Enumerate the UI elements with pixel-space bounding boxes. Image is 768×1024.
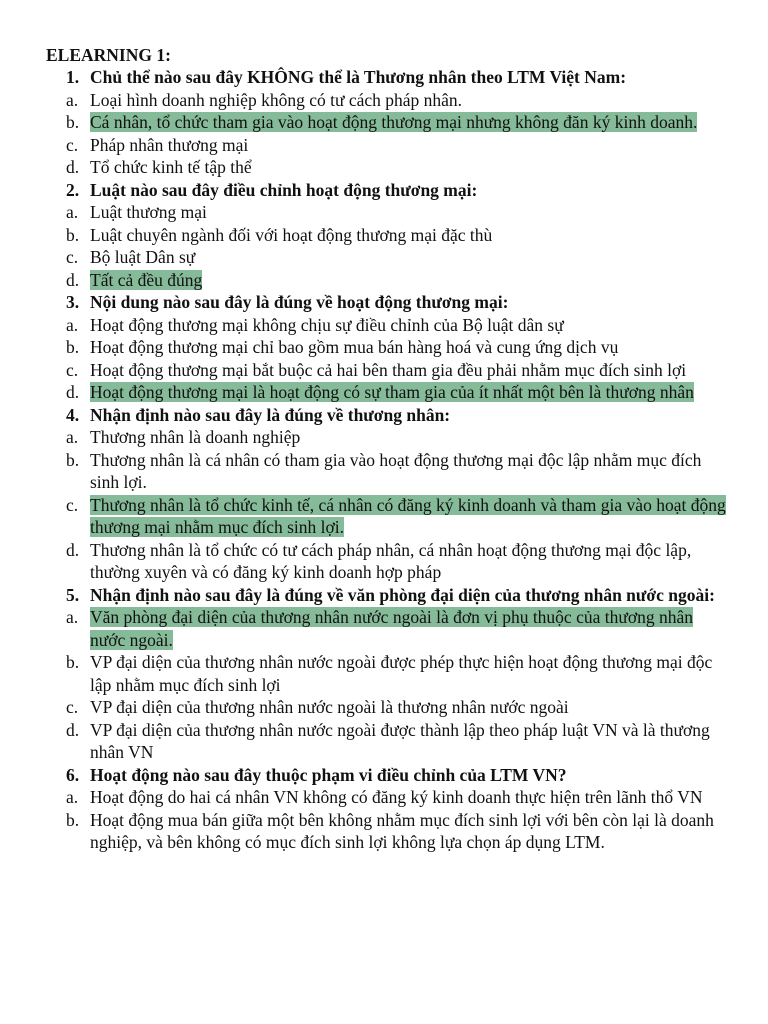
question-number: 2.	[66, 179, 80, 200]
question-text: Nhận định nào sau đây là đúng về văn phòng đại diện của thương nhân nước ngoài:	[90, 584, 715, 605]
option-letter: a.	[66, 202, 79, 222]
answer-option-highlighted	[46, 381, 728, 404]
answer-option	[46, 314, 728, 337]
answer-option-highlighted	[46, 606, 728, 651]
question-text: Nội dung nào sau đây là đúng về hoạt động thương mại:	[90, 292, 509, 312]
question-1	[46, 66, 728, 179]
answer-option	[46, 89, 728, 112]
answer-option	[46, 786, 728, 809]
option-text: Hoạt động thương mại bắt buộc cả hai bên tham gia đều phải nhằm mục đích sinh lợi	[90, 359, 687, 380]
question-4	[46, 404, 728, 584]
option-letter: b.	[66, 112, 80, 132]
answer-option	[46, 246, 728, 269]
option-letter: a.	[66, 787, 79, 807]
highlighted-answer-text: Cá nhân, tổ chức tham gia vào hoạt động thương mại nhưng không đăn ký kinh doanh.	[90, 112, 698, 132]
question-heading	[46, 404, 728, 427]
option-letter: d.	[66, 269, 80, 290]
question-text: Chủ thể nào sau đây KHÔNG thể là Thương nhân theo LTM Việt Nam:	[90, 67, 627, 87]
option-letter: b.	[66, 809, 80, 830]
question-heading	[46, 291, 728, 314]
option-text: Tổ chức kinh tế tập thể	[90, 157, 252, 177]
option-text: Hoạt động thương mại không chịu sự điều chỉnh của Bộ luật dân sự	[90, 314, 564, 335]
option-letter: a.	[66, 89, 79, 110]
question-2	[46, 179, 728, 292]
question-heading	[46, 764, 728, 787]
question-number: 6.	[66, 764, 80, 785]
question-number: 3.	[66, 292, 80, 312]
option-text: Hoạt động thương mại chỉ bao gồm mua bán hàng hoá và cung ứng dịch vụ	[90, 337, 619, 357]
question-6	[46, 764, 728, 854]
question-text: Hoạt động nào sau đây thuộc phạm vi điều chỉnh của LTM VN?	[90, 764, 567, 785]
answer-option	[46, 651, 728, 696]
option-text: VP đại diện của thương nhân nước ngoài được thành lập theo pháp luật VN và là thương nhân VN	[90, 719, 710, 762]
option-letter: d.	[66, 719, 80, 740]
option-text: VP đại diện của thương nhân nước ngoài là thương nhân nước ngoài	[90, 697, 569, 717]
answer-option	[46, 719, 728, 764]
answer-option	[46, 359, 728, 382]
answer-option-highlighted	[46, 269, 728, 292]
answer-option	[46, 809, 728, 854]
option-text: Luật chuyên ngành đối với hoạt động thương mại đặc thù	[90, 224, 493, 245]
option-text: Bộ luật Dân sự	[90, 247, 196, 267]
document-title: ELEARNING 1:	[46, 45, 171, 65]
option-letter: b.	[66, 337, 80, 357]
option-text: Pháp nhân thương mại	[90, 134, 249, 155]
option-letter: c.	[66, 494, 79, 515]
answer-option	[46, 134, 728, 157]
option-letter: d.	[66, 382, 80, 402]
option-letter: a.	[66, 427, 79, 447]
question-heading	[46, 179, 728, 202]
highlighted-answer-text: Tất cả đều đúng	[90, 269, 203, 290]
answer-option	[46, 449, 728, 494]
question-heading	[46, 584, 728, 607]
answer-option	[46, 336, 728, 359]
option-letter: a.	[66, 314, 79, 335]
option-letter: d.	[66, 539, 80, 560]
answer-option	[46, 539, 728, 584]
question-text: Nhận định nào sau đây là đúng về thương nhân:	[90, 404, 451, 425]
option-letter: c.	[66, 247, 79, 267]
question-heading	[46, 66, 728, 89]
option-text: Thương nhân là doanh nghiệp	[90, 427, 301, 447]
question-number: 4.	[66, 404, 80, 425]
option-letter: d.	[66, 157, 80, 177]
option-text: Loại hình doanh nghiệp không có tư cách pháp nhân.	[90, 89, 463, 110]
answer-option	[46, 426, 728, 449]
answer-option-highlighted	[46, 494, 728, 539]
option-letter: b.	[66, 449, 80, 470]
option-letter: c.	[66, 697, 79, 717]
option-letter: a.	[66, 607, 79, 627]
answer-option	[46, 696, 728, 719]
option-text: Thương nhân là tổ chức có tư cách pháp nhân, cá nhân hoạt động thương mại độc lập, thường xuyên và có đăng ký kinh doanh hợp pháp	[90, 539, 692, 582]
highlighted-answer-text: Văn phòng đại diện của thương nhân nước ngoài là đơn vị phụ thuộc của thương nhân nước ngoài.	[90, 607, 693, 650]
option-letter: b.	[66, 652, 80, 672]
highlighted-answer-text: Thương nhân là tổ chức kinh tế, cá nhân có đăng ký kinh doanh và tham gia vào hoạt động thương mại nhằm mục đích sinh lợi.	[90, 494, 726, 537]
question-3	[46, 291, 728, 404]
answer-option	[46, 201, 728, 224]
option-text: Hoạt động do hai cá nhân VN không có đăng ký kinh doanh thực hiện trên lãnh thổ VN	[90, 787, 703, 807]
option-letter: c.	[66, 134, 79, 155]
answer-option-highlighted	[46, 111, 728, 134]
question-5	[46, 584, 728, 764]
option-text: VP đại diện của thương nhân nước ngoài được phép thực hiện hoạt động thương mại độc lập nhằm mục đích sinh lợi	[90, 652, 713, 695]
option-letter: b.	[66, 224, 80, 245]
answer-option	[46, 156, 728, 179]
option-text: Luật thương mại	[90, 202, 207, 222]
option-text: Hoạt động mua bán giữa một bên không nhằm mục đích sinh lợi với bên còn lại là doanh nghiệp, và bên không có mục đích sinh lợi không lựa chọn áp dụng LTM.	[90, 809, 714, 852]
option-text: Thương nhân là cá nhân có tham gia vào hoạt động thương mại độc lập nhằm mục đích sinh lợi.	[90, 449, 702, 492]
option-letter: c.	[66, 359, 79, 380]
answer-option	[46, 224, 728, 247]
question-number: 5.	[66, 584, 80, 605]
highlighted-answer-text: Hoạt động thương mại là hoạt động có sự tham gia của ít nhất một bên là thương nhân	[90, 382, 694, 402]
question-number: 1.	[66, 67, 80, 87]
question-text: Luật nào sau đây điều chỉnh hoạt động thương mại:	[90, 179, 478, 200]
